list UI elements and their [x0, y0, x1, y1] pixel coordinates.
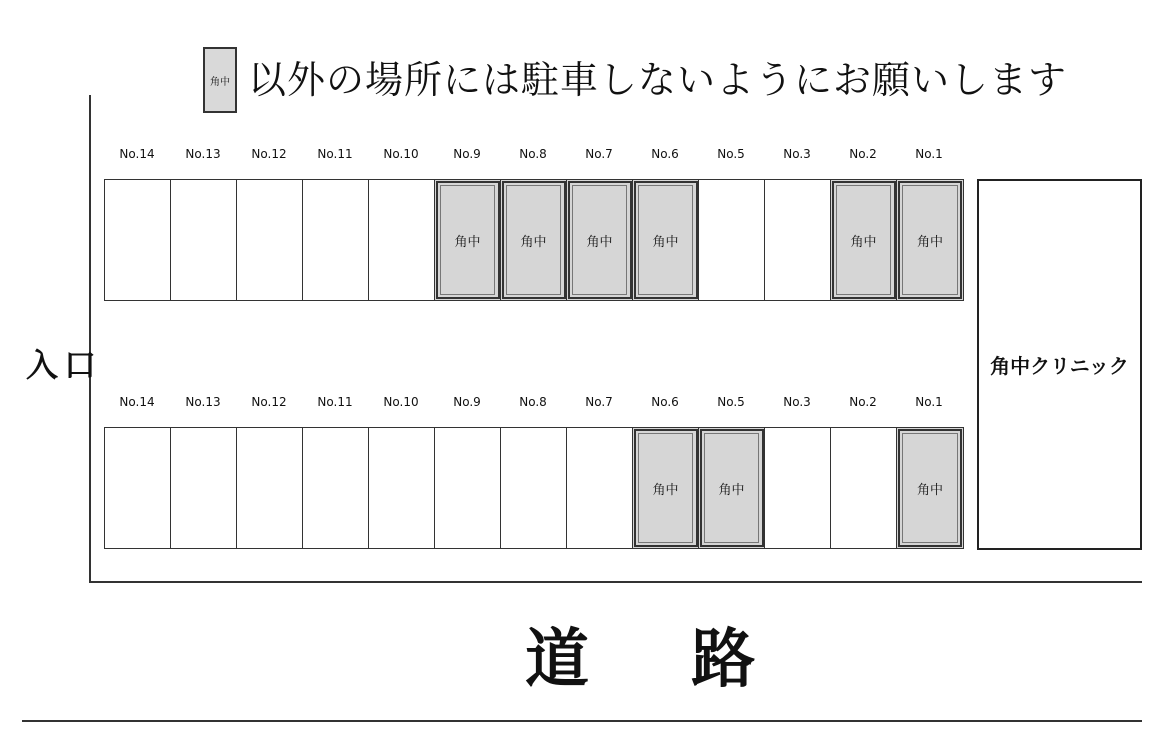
parking-stall — [831, 428, 897, 548]
entrance-label: 入口 — [26, 346, 103, 384]
parking-stall — [171, 428, 237, 548]
stall-number: No.13 — [185, 147, 221, 161]
reserved-legend-box — [203, 47, 237, 113]
stall-label: 角中 — [916, 482, 943, 498]
stall-number: No.5 — [717, 147, 745, 161]
stall-number: No.8 — [519, 395, 547, 409]
stall-number: No.2 — [849, 147, 877, 161]
parking-stall — [369, 428, 435, 548]
reserved-parking-stall — [633, 180, 699, 300]
parking-stall — [303, 180, 369, 300]
top-row-numbers — [104, 144, 962, 164]
stall-label: 角中 — [652, 482, 679, 498]
stall-number: No.11 — [317, 147, 353, 161]
stall-label: 角中 — [850, 234, 877, 250]
bottom-row-stalls — [104, 427, 964, 549]
reserved-parking-stall — [633, 428, 699, 548]
parking-stall — [171, 180, 237, 300]
stall-label: 角中 — [520, 234, 547, 250]
parking-stall — [765, 428, 831, 548]
stall-number: No.7 — [585, 147, 613, 161]
parking-stall — [567, 428, 633, 548]
stall-number: No.1 — [915, 395, 943, 409]
notice-text: 以外の場所には駐車しないようにお願いします — [248, 58, 1068, 102]
stall-number: No.7 — [585, 395, 613, 409]
parking-stall — [435, 428, 501, 548]
stall-number: No.3 — [783, 395, 811, 409]
stall-number: No.2 — [849, 395, 877, 409]
reserved-parking-stall — [699, 428, 765, 548]
lot-bottom-boundary — [89, 581, 1142, 583]
reserved-parking-stall — [567, 180, 633, 300]
reserved-parking-stall — [831, 180, 897, 300]
stall-label: 角中 — [916, 234, 943, 250]
stall-number: No.6 — [651, 395, 679, 409]
stall-number: No.14 — [119, 395, 155, 409]
clinic-building — [977, 179, 1142, 550]
parking-stall — [105, 180, 171, 300]
parking-stall — [765, 180, 831, 300]
stall-number: No.10 — [383, 147, 419, 161]
stall-label: 角中 — [652, 234, 679, 250]
parking-stall — [501, 428, 567, 548]
road-edge-line — [22, 720, 1142, 722]
reserved-parking-stall — [897, 428, 963, 548]
stall-number: No.12 — [251, 147, 287, 161]
parking-stall — [303, 428, 369, 548]
clinic-label: 角中クリニック — [990, 354, 1129, 378]
stall-number: No.12 — [251, 395, 287, 409]
stall-label: 角中 — [586, 234, 613, 250]
parking-stall — [237, 428, 303, 548]
stall-number: No.5 — [717, 395, 745, 409]
lot-left-boundary — [89, 95, 91, 583]
bottom-row-numbers — [104, 392, 962, 412]
stall-label: 角中 — [718, 482, 745, 498]
parking-stall — [105, 428, 171, 548]
parking-stall — [699, 180, 765, 300]
parking-stall — [369, 180, 435, 300]
road-label: 道 路 — [525, 623, 796, 697]
stall-number: No.6 — [651, 147, 679, 161]
stall-number: No.10 — [383, 395, 419, 409]
top-row-stalls — [104, 179, 964, 301]
stall-number: No.14 — [119, 147, 155, 161]
parking-stall — [237, 180, 303, 300]
stall-number: No.8 — [519, 147, 547, 161]
stall-number: No.9 — [453, 147, 481, 161]
reserved-parking-stall — [897, 180, 963, 300]
stall-number: No.9 — [453, 395, 481, 409]
reserved-parking-stall — [501, 180, 567, 300]
stall-number: No.3 — [783, 147, 811, 161]
stall-number: No.13 — [185, 395, 221, 409]
reserved-parking-stall — [435, 180, 501, 300]
stall-number: No.11 — [317, 395, 353, 409]
legend-label: 角中 — [210, 76, 230, 88]
stall-label: 角中 — [454, 234, 481, 250]
stall-number: No.1 — [915, 147, 943, 161]
